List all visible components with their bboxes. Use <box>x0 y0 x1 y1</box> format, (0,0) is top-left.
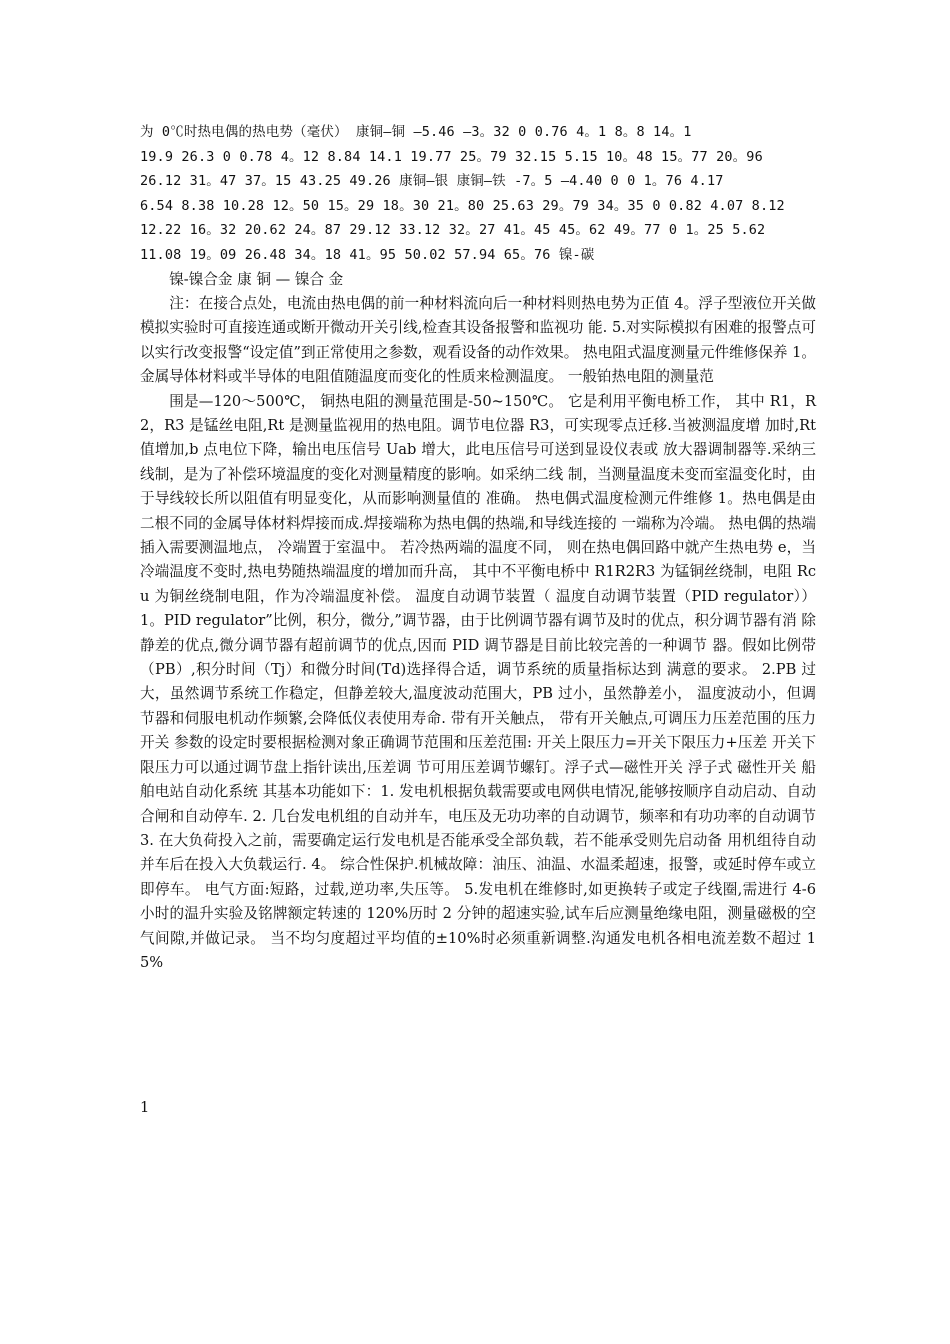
paragraph-body: 围是—120～500℃， 铜热电阻的测量范围是-50~150℃。 它是利用平衡电桥工作， 其中 R1，R2，R3 是锰丝电阻,Rt 是测量监视用的热电阻。调节电位器 R3，可实现零点迁移.当被测温度增 加时,Rt 值增加,b 点电位下降，输出电压信号 Uab 增大，此电压信号可送到显设仪表或 放大器调制器等.采纳三线制，是为了补偿环境温度的变化对测量精度的影响。如采纳二线 制，当测量温度未变而室温变化时，由于导线较长所以阻值有明显变化，从而影响测量值的 准确。 热电偶式温度检测元件维修 1。热电偶是由二根不同的金属导体材料焊接而成.焊接端称为热电偶的热端,和导线连接的 一端称为冷端。 热电偶的热端插入需要测温地点， 冷端置于室温中。 若冷热两端的温度不同， 则在热电偶回路中就产生热电势 e，当冷端温度不变时,热电势随热端温度的增加而升高， 其中不平衡电桥中 R1R2R3 为锰铜丝绕制，电阻 Rcu 为铜丝绕制电阻，作为冷端温度补偿。 温度自动调节装置（ 温度自动调节装置（PID regulator））1。PID regulator”比例，积分，微分,”调节器，由于比例调节器有调节及时的优点，积分调节器有消 除静差的优点,微分调节器有超前调节的优点,因而 PID 调节器是目前比较完善的一种调节 器。假如比例带（PB）,积分时间（Tj）和微分时间(Td)选择得合适，调节系统的质量指标达到 满意的要求。 2.PB 过大，虽然调节系统工作稳定，但静差较大,温度波动范围大，PB 过小，虽然静差小， 温度波动小，但调节器和伺服电机动作频繁,会降低仪表使用寿命. 带有开关触点， 带有开关触点,可调压力压差范围的压力开关 参数的设定时要根据检测对象正确调节范围和压差范围: 开关上限压力=开关下限压力+压差 开关下限压力可以通过调节盘上指针读出,压差调 节可用压差调节螺钉。浮子式—磁性开关 浮子式 磁性开关 船舶电站自动化系统 其基本功能如下：1. 发电机根据负载需要或电网供电情况,能够按顺序自动启动、自动合闸和自动停车. 2. 几台发电机组的自动并车，电压及无功功率的自动调节，频率和有功功率的自动调节 3. 在大负荷投入之前，需要确定运行发电机是否能承受全部负载，若不能承受则先启动备 用机组待自动并车后在投入大负载运行. 4。 综合性保护.机械故障：油压、油温、水温柔超速，报警，或延时停车或立即停车。 电气方面:短路，过载,逆功率,失压等。 5.发电机在维修时,如更换转子或定子线圈,需进行 4-6 小时的温升实验及铭牌额定转速的 120%历时 2 分钟的超速实验,试车后应测量绝缘电阻，测量磁极的空气间隙,并做记录。 当不均匀度超过平均值的±10%时必须重新调整.沟通发电机各相电流差数不超过 15% <box>140 392 816 971</box>
paragraph-heading: 镍-镍合金 康 铜 — 镍合 金 <box>169 270 344 288</box>
document-page <box>140 120 816 975</box>
table-line: 6.54 8.38 10.28 12。50 15。29 18。30 21。80 25.63 29。79 34。35 0 0.82 4.07 8.12 <box>140 197 785 214</box>
table-line: 11.08 19。09 26.48 34。18 41。95 50.02 57.94 65。76 镍-碳 <box>140 246 595 263</box>
paragraph-note: 注：在接合点处，电流由热电偶的前一种材料流向后一种材料则热电势为正值 4。浮子型液位开关做模拟实验时可直接连通或断开微动开关引线,检查其设备报警和监视功 能. 5.对实际模拟有困难的报警点可以实行改变报警“设定值”到正常使用之参数，观看设备的动作效果。 热电阻式温度测量元件维修保养 1。金属导体材料或半导体的电阻值随温度而变化的性质来检测温度。 一般铂热电阻的测量范 <box>140 294 816 386</box>
table-line: 12.22 16。32 20.62 24。87 29.12 33.12 32。27 41。45 45。62 49。77 0 1。25 5.62 <box>140 222 766 239</box>
thermocouple-table-text <box>140 120 816 268</box>
table-line: 26.12 31。47 37。15 43.25 49.26 康铜—银 康铜—铁 -7。5 —4.40 0 0 1。76 4.17 <box>140 173 724 190</box>
table-line: 为 0℃时热电偶的热电势（毫伏） 康铜—铜 —5.46 —3。32 0 0.76 4。1 8。8 14。1 <box>140 124 692 140</box>
table-line: 19.9 26.3 0 0.78 4。12 8.84 14.1 19.77 25。79 32.15 5.15 10。48 15。77 20。96 <box>140 148 763 165</box>
page-number: 1 <box>140 1099 150 1116</box>
